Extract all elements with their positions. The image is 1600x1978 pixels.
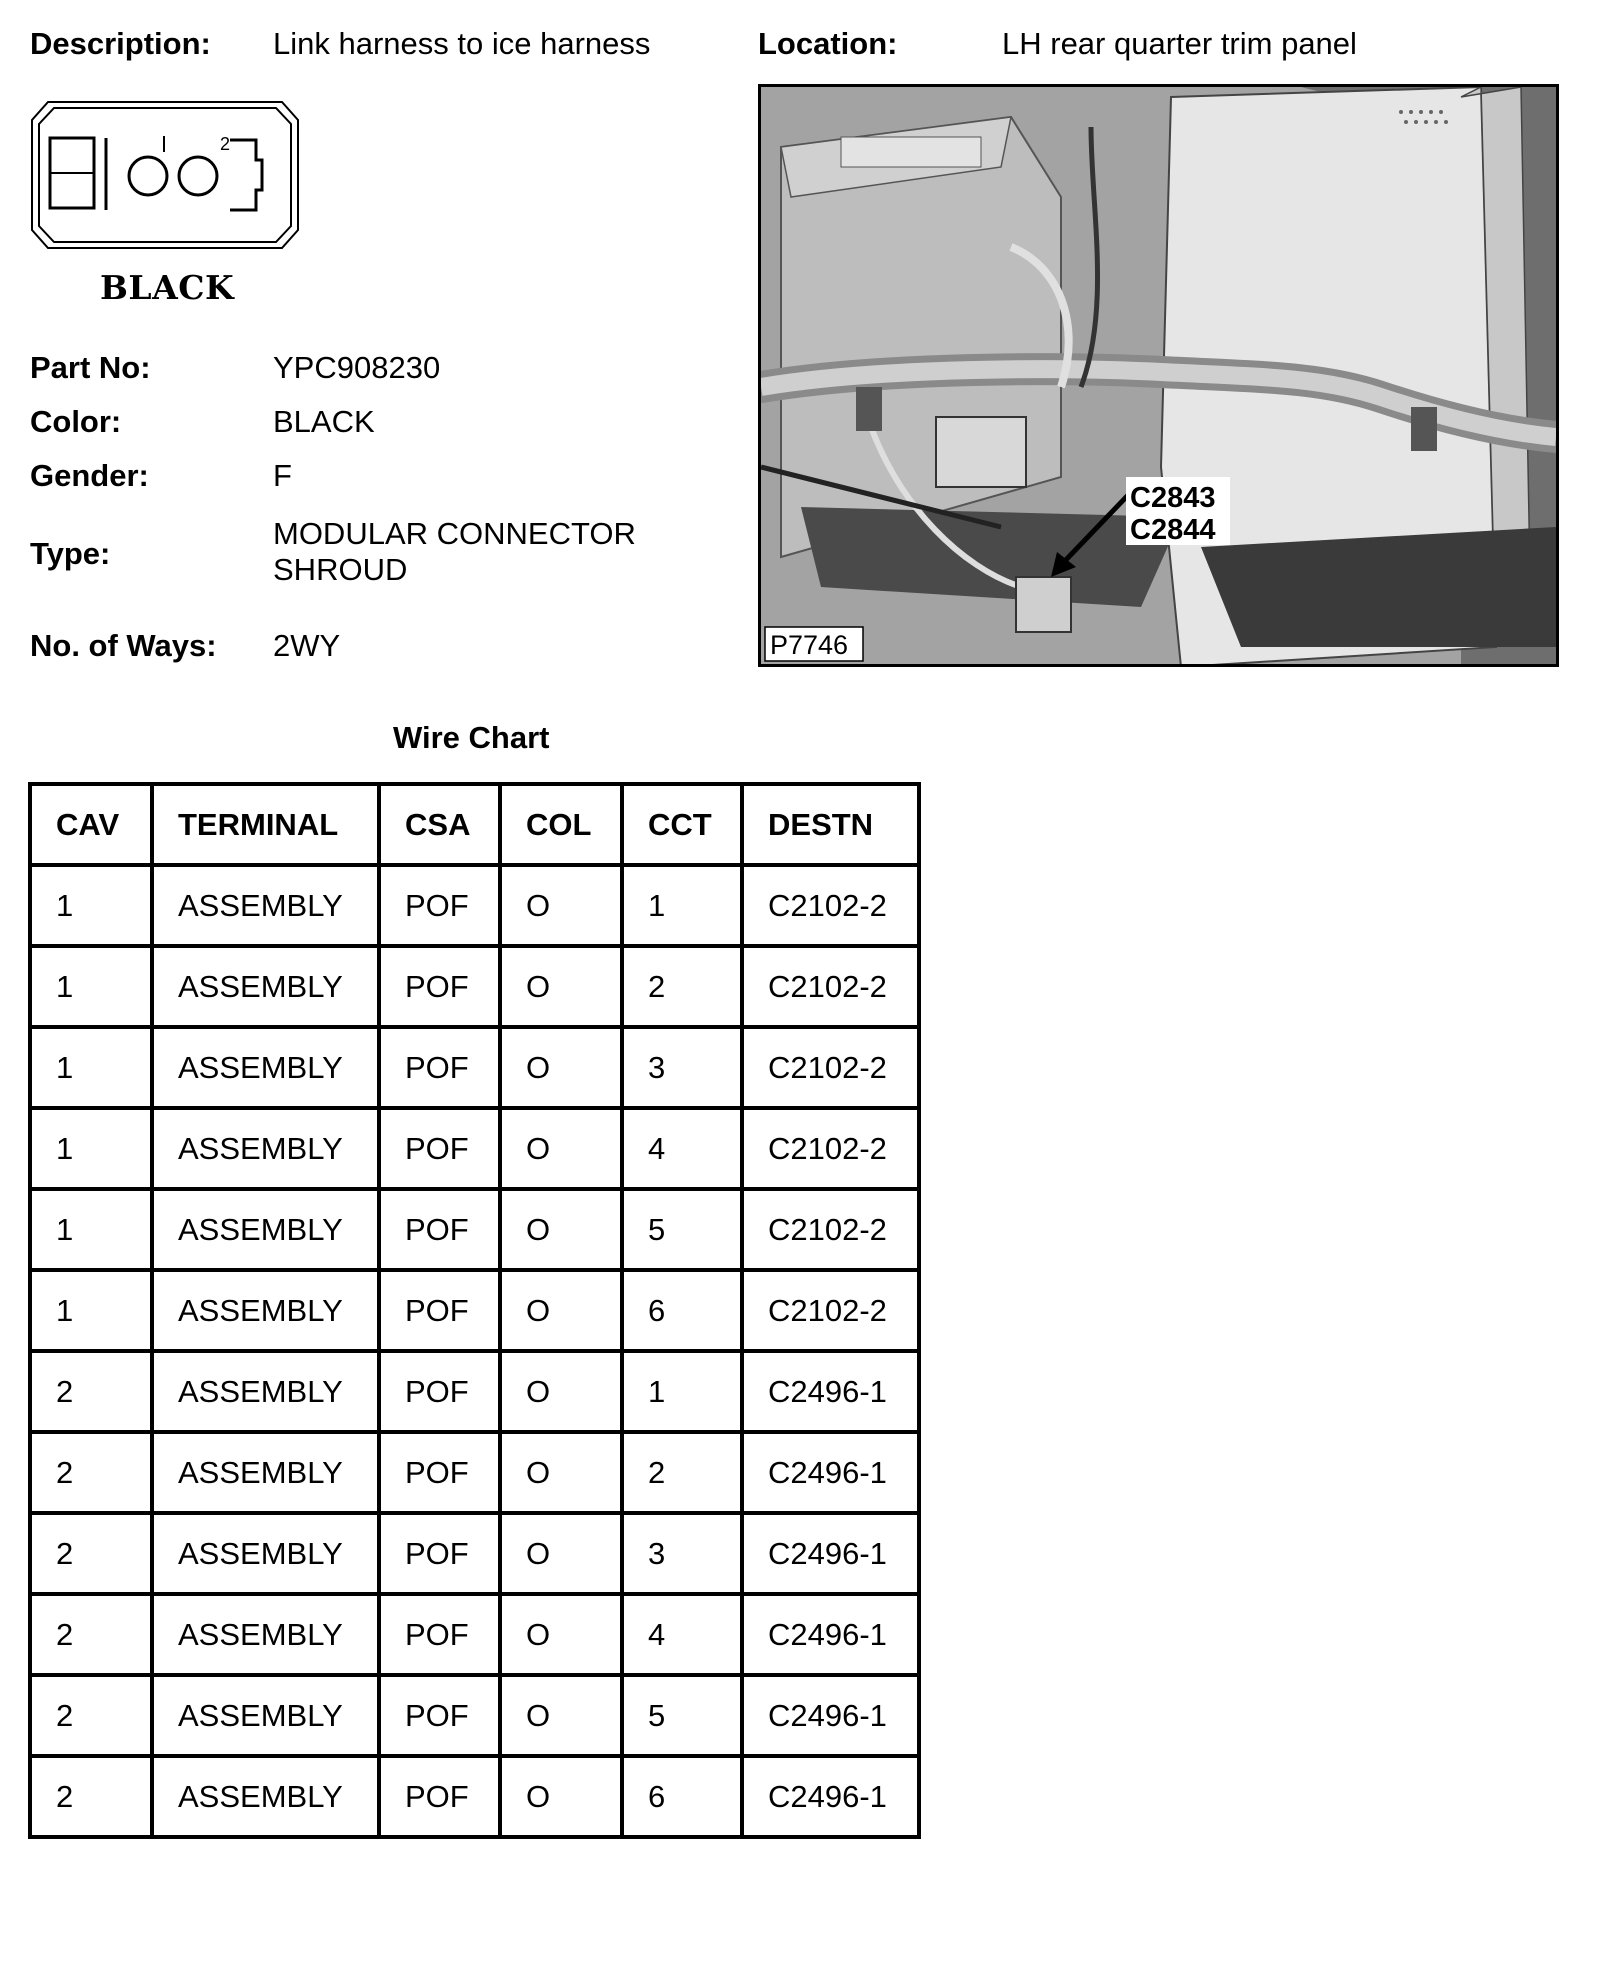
wire-chart-table [28,782,921,1839]
part-no-label: Part No: [30,350,151,385]
cell-col: O [500,1270,622,1351]
cell-col: O [500,1189,622,1270]
cell-cav: 2 [30,1756,152,1837]
wire-chart-body [30,865,919,1837]
location-photo-illustration [761,87,1556,664]
cell-terminal: ASSEMBLY [152,1351,379,1432]
table-row [30,1270,919,1351]
cell-csa: POF [379,1513,500,1594]
cell-col: O [500,865,622,946]
type-label: Type: [30,536,111,571]
cell-col: O [500,1756,622,1837]
cell-cct: 3 [622,1027,742,1108]
cell-destn: C2496-1 [742,1675,919,1756]
cell-col: O [500,1108,622,1189]
cell-csa: POF [379,946,500,1027]
ways-label: No. of Ways: [30,628,217,663]
table-row [30,1513,919,1594]
cell-col: O [500,1432,622,1513]
cell-destn: C2102-2 [742,1189,919,1270]
connector-color-caption: BLACK [100,268,235,307]
cell-csa: POF [379,1189,500,1270]
cell-col: O [500,946,622,1027]
callout-c2844: C2844 [1130,514,1216,546]
cell-cct: 2 [622,946,742,1027]
cell-destn: C2496-1 [742,1594,919,1675]
cell-col: O [500,1675,622,1756]
cell-cct: 6 [622,1756,742,1837]
cell-cav: 1 [30,1270,152,1351]
cell-cct: 4 [622,1594,742,1675]
cell-cav: 2 [30,1675,152,1756]
gender-label: Gender: [30,458,149,493]
cell-destn: C2496-1 [742,1432,919,1513]
cell-col: O [500,1594,622,1675]
photo-reference: P7746 [770,630,849,660]
location-value: LH rear quarter trim panel [1002,26,1357,61]
cell-col: O [500,1027,622,1108]
cell-col: O [500,1351,622,1432]
cell-terminal: ASSEMBLY [152,946,379,1027]
cell-cav: 1 [30,1108,152,1189]
cell-csa: POF [379,1756,500,1837]
part-no-value: YPC908230 [273,350,441,385]
cell-cav: 2 [30,1513,152,1594]
table-header-row [30,784,919,865]
table-row [30,1027,919,1108]
table-row [30,865,919,946]
cell-terminal: ASSEMBLY [152,1189,379,1270]
cell-destn: C2102-2 [742,1108,919,1189]
table-row [30,1756,919,1837]
cell-csa: POF [379,1675,500,1756]
table-row [30,1189,919,1270]
cell-csa: POF [379,1432,500,1513]
table-row [30,1432,919,1513]
cell-cav: 1 [30,865,152,946]
cell-csa: POF [379,1351,500,1432]
cell-destn: C2102-2 [742,865,919,946]
cell-cct: 5 [622,1189,742,1270]
cell-cct: 1 [622,865,742,946]
cell-terminal: ASSEMBLY [152,1594,379,1675]
cell-destn: C2496-1 [742,1513,919,1594]
cell-destn: C2102-2 [742,1027,919,1108]
table-row [30,1108,919,1189]
column-header-destn: DESTN [742,784,919,865]
cell-csa: POF [379,1270,500,1351]
cell-destn: C2102-2 [742,1270,919,1351]
cell-terminal: ASSEMBLY [152,1270,379,1351]
table-row [30,1351,919,1432]
column-header-cav: CAV [30,784,152,865]
cell-cct: 5 [622,1675,742,1756]
column-header-col: COL [500,784,622,865]
table-row [30,946,919,1027]
cell-terminal: ASSEMBLY [152,1756,379,1837]
type-value-line1: MODULAR CONNECTOR [273,516,636,551]
location-label: Location: [758,26,898,61]
cell-csa: POF [379,1027,500,1108]
cell-terminal: ASSEMBLY [152,1108,379,1189]
cell-terminal: ASSEMBLY [152,1432,379,1513]
cell-cav: 2 [30,1432,152,1513]
cell-csa: POF [379,1594,500,1675]
color-value: BLACK [273,404,375,439]
type-value [273,516,693,588]
location-photo [758,84,1559,667]
column-header-cct: CCT [622,784,742,865]
column-header-csa: CSA [379,784,500,865]
cell-terminal: ASSEMBLY [152,1027,379,1108]
description-label: Description: [30,26,211,61]
wire-chart-title: Wire Chart [393,720,550,755]
cell-csa: POF [379,1108,500,1189]
table-row [30,1594,919,1675]
gender-value: F [273,458,292,493]
cell-terminal: ASSEMBLY [152,1513,379,1594]
cell-cct: 6 [622,1270,742,1351]
cell-destn: C2102-2 [742,946,919,1027]
cell-cav: 1 [30,946,152,1027]
cavity-2-label: 2 [220,134,231,154]
cell-cct: 1 [622,1351,742,1432]
column-header-terminal: TERMINAL [152,784,379,865]
cell-cct: 3 [622,1513,742,1594]
cell-csa: POF [379,865,500,946]
cell-cav: 1 [30,1189,152,1270]
cell-cav: 2 [30,1594,152,1675]
color-label: Color: [30,404,122,439]
description-value: Link harness to ice harness [273,26,651,61]
cell-col: O [500,1513,622,1594]
cell-cct: 2 [622,1432,742,1513]
connector-face-diagram [30,100,300,250]
table-row [30,1675,919,1756]
cell-destn: C2496-1 [742,1351,919,1432]
cell-terminal: ASSEMBLY [152,865,379,946]
cell-cct: 4 [622,1108,742,1189]
cell-cav: 2 [30,1351,152,1432]
cell-terminal: ASSEMBLY [152,1675,379,1756]
cell-destn: C2496-1 [742,1756,919,1837]
callout-c2843: C2843 [1130,482,1216,514]
cell-cav: 1 [30,1027,152,1108]
type-value-line2: SHROUD [273,552,408,587]
ways-value: 2WY [273,628,341,663]
